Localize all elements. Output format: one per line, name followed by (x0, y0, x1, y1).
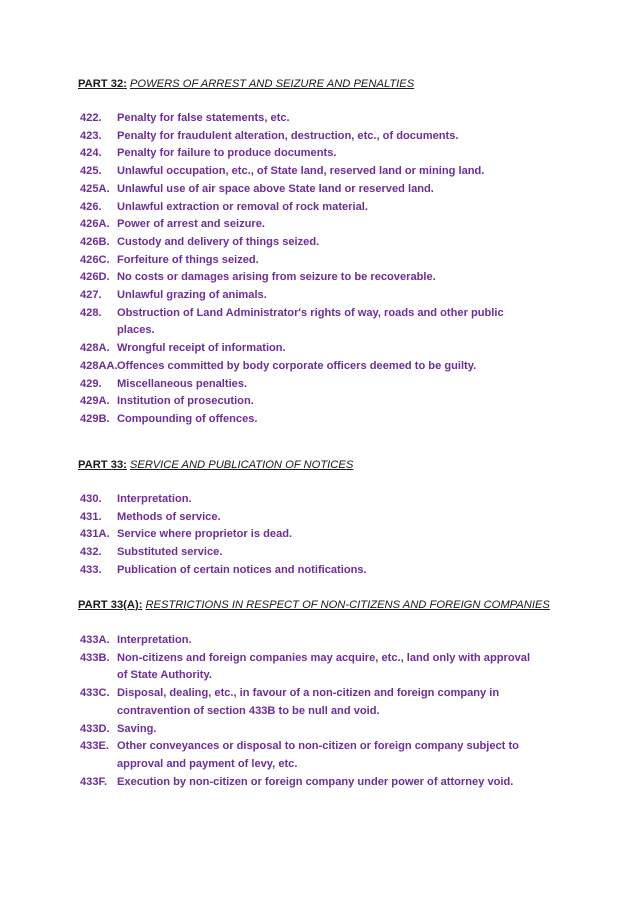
section-number: 426D. (80, 271, 110, 284)
section-number: 433D. (80, 722, 110, 735)
section-entry (80, 216, 540, 234)
section-title: Forfeiture of things seized. (117, 253, 259, 266)
section-list (80, 632, 540, 791)
section-number: 426A. (80, 218, 110, 231)
section-number: 428AA. (80, 359, 118, 372)
section-list (80, 491, 540, 580)
section-title: Obstruction of Land Administrator's rights of way, roads and other public places. (117, 306, 504, 337)
section-title: Methods of service. (117, 510, 221, 523)
section-title: Unlawful extraction or removal of rock material. (117, 200, 368, 213)
section-number: 424. (80, 147, 102, 160)
section-entry (80, 774, 540, 792)
section-number: 433E. (80, 740, 109, 753)
section-entry (80, 376, 540, 394)
section-number: 426C. (80, 253, 110, 266)
section-entry (80, 491, 540, 509)
section-title: Saving. (117, 722, 157, 735)
section-title: Execution by non-citizen or foreign company under power of attorney void. (117, 775, 514, 788)
section-number: 433C. (80, 687, 110, 700)
part-heading (78, 78, 414, 90)
section-entry (80, 526, 540, 544)
section-entry (80, 650, 540, 685)
section-entry (80, 632, 540, 650)
section-number: 426B. (80, 235, 110, 248)
section-title: Service where proprietor is dead. (117, 528, 293, 541)
section-entry (80, 128, 540, 146)
section-title: Unlawful grazing of animals. (117, 289, 267, 302)
section-number: 422. (80, 112, 102, 124)
section-number: 431A. (80, 528, 110, 541)
section-number: 432. (80, 546, 102, 559)
part-title: SERVICE AND PUBLICATION OF NOTICES (129, 459, 354, 471)
section-title: Penalty for fraudulent alteration, destruction, etc., of documents. (117, 129, 459, 142)
section-entry (80, 411, 540, 429)
section-title: Wrongful receipt of information. (117, 342, 286, 355)
section-entry (80, 269, 540, 287)
section-number: 431. (80, 510, 102, 523)
section-entry (80, 252, 540, 270)
section-title: Non-citizens and foreign companies may acquire, etc., land only with approval of State Authority. (117, 651, 531, 682)
section-entry (80, 738, 540, 773)
section-number: 433A. (80, 634, 110, 646)
part-heading (78, 599, 550, 611)
section-number: 428. (80, 306, 102, 319)
section-title: Interpretation. (117, 634, 192, 646)
section-entry (80, 509, 540, 527)
part-number: PART 33(A): (78, 599, 143, 611)
section-entry (80, 358, 540, 376)
section-number: 425A. (80, 182, 110, 195)
section-title: Unlawful use of air space above State land or reserved land. (117, 182, 434, 195)
section-number: 427. (80, 289, 102, 302)
section-entry (80, 721, 540, 739)
section-title: No costs or damages arising from seizure to be recoverable. (117, 271, 436, 284)
section-title: Publication of certain notices and notifications. (117, 563, 367, 576)
section-number: 425. (80, 165, 102, 178)
section-number: 433. (80, 563, 102, 576)
section-list (80, 110, 540, 429)
part-title: RESTRICTIONS IN RESPECT OF NON-CITIZENS AND FOREIGN COMPANIES (145, 599, 550, 611)
section-entry (80, 340, 540, 358)
section-number: 429A. (80, 395, 110, 408)
section-entry (80, 393, 540, 411)
section-entry (80, 181, 540, 199)
part-heading (78, 459, 353, 471)
section-title: Penalty for false statements, etc. (117, 112, 290, 124)
section-title: Custody and delivery of things seized. (117, 235, 320, 248)
section-title: Compounding of offences. (117, 412, 258, 425)
section-number: 433B. (80, 651, 110, 664)
part-number: PART 32: (78, 78, 127, 90)
section-number: 433F. (80, 775, 108, 788)
section-title: Institution of prosecution. (117, 395, 254, 408)
section-entry (80, 287, 540, 305)
section-number: 430. (80, 493, 102, 505)
section-title: Penalty for failure to produce documents. (117, 147, 337, 160)
section-entry (80, 110, 540, 128)
section-entry (80, 163, 540, 181)
part-title: POWERS OF ARREST AND SEIZURE AND PENALTIES (129, 78, 415, 90)
section-number: 429B. (80, 412, 110, 425)
section-number: 429. (80, 377, 102, 390)
section-title: Other conveyances or disposal to non-citizen or foreign company subject to approval and payment of levy, etc. (117, 740, 519, 770)
section-title: Power of arrest and seizure. (117, 218, 265, 231)
section-number: 428A. (80, 342, 110, 355)
section-entry (80, 562, 540, 580)
section-entry (80, 234, 540, 252)
section-entry (80, 544, 540, 562)
section-title: Substituted service. (117, 546, 223, 559)
section-title: Unlawful occupation, etc., of State land, reserved land or mining land. (117, 165, 485, 178)
section-title: Disposal, dealing, etc., in favour of a non-citizen and foreign company in contravention of section 433B to be null and void. (117, 687, 500, 717)
section-entry (80, 145, 540, 163)
part-number: PART 33: (78, 459, 127, 471)
section-title: Interpretation. (117, 493, 192, 505)
section-title: Miscellaneous penalties. (117, 377, 248, 390)
section-entry (80, 199, 540, 217)
section-entry (80, 685, 540, 720)
section-entry (80, 305, 540, 340)
section-title: Offences committed by body corporate officers deemed to be guilty. (117, 359, 477, 372)
section-number: 423. (80, 129, 102, 142)
section-number: 426. (80, 200, 102, 213)
